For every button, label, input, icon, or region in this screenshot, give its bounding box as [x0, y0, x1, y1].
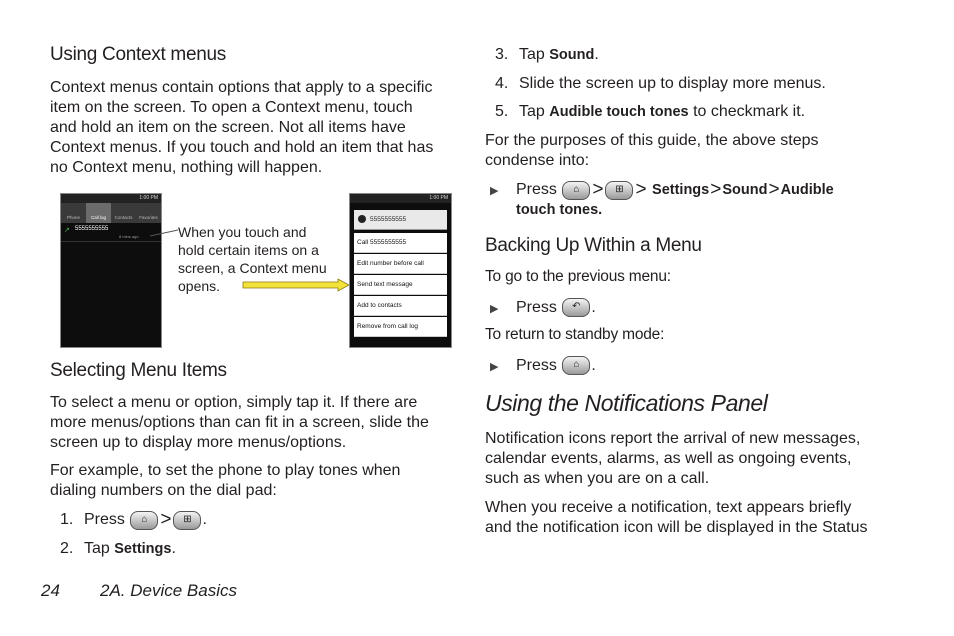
tab-bar — [61, 203, 161, 223]
text-line: Notification icons report the arrival of new messages, — [485, 430, 861, 447]
context-menu-title-text: 5555555555 — [370, 216, 407, 223]
context-menus-heading: Using Context menus — [50, 44, 226, 65]
text-line: For example, to set the phone to play tones when — [50, 462, 401, 479]
standby-text: To return to standby mode: — [485, 326, 665, 343]
section-title: 2A. Device Basics — [100, 581, 237, 600]
text-line: To select a menu or option, simply tap it. If there are — [50, 394, 418, 411]
text-line: When you receive a notification, text appears briefly — [485, 499, 852, 516]
menu-item-call[interactable]: Call 5555555555 — [354, 233, 447, 253]
step-end: . — [171, 540, 176, 557]
path-audible: Audible — [780, 182, 834, 199]
text-line: When you touch and — [178, 224, 307, 240]
phone-screenshot-context-menu — [349, 193, 452, 348]
step-4 — [495, 74, 826, 94]
step-number: 4. — [495, 75, 509, 92]
example-paragraph — [50, 461, 470, 501]
step-number: 2. — [60, 540, 74, 557]
triangle-bullet-icon: ▶ — [490, 303, 499, 315]
menu-icon: ⊞ — [173, 511, 201, 530]
text-line: Context menus contain options that apply to a specific — [50, 79, 433, 96]
step-end: . — [594, 46, 599, 63]
text-line: Context menus. If you touch and hold an item that has — [50, 139, 434, 156]
notifications-paragraph-2 — [485, 498, 905, 538]
chevron-right-icon: > — [635, 179, 647, 200]
step-number: 1. — [60, 511, 74, 529]
step-number: 3. — [495, 46, 509, 63]
page-number: 24 — [41, 581, 60, 600]
step-2 — [60, 539, 176, 559]
step-text: Tap — [519, 46, 545, 63]
backing-up-heading: Backing Up Within a Menu — [485, 235, 702, 256]
menu-item-add-contacts[interactable]: Add to contacts — [354, 296, 447, 316]
step-end: to checkmark it. — [693, 103, 806, 120]
chevron-right-icon: > — [710, 179, 722, 200]
notifications-panel-heading: Using the Notifications Panel — [485, 390, 768, 416]
menu-item-send-text[interactable]: Send text message — [354, 275, 447, 295]
triangle-bullet-icon: ▶ — [490, 361, 499, 373]
step-end: . — [202, 511, 207, 529]
menu-icon: ⊞ — [605, 181, 633, 200]
status-bar — [61, 194, 161, 203]
phone-screenshot-call-log — [60, 193, 162, 348]
callout-arrow-icon — [242, 278, 352, 292]
selecting-paragraph — [50, 393, 470, 453]
step-text: Tap — [84, 540, 110, 557]
chevron-right-icon: > — [592, 179, 604, 200]
bullet-text: Press — [516, 357, 557, 374]
text-line: dialing numbers on the dial pad: — [50, 482, 277, 499]
text-line: calendar events, alarms, as well as ongoing events, — [485, 450, 852, 467]
text-line: item on the screen. To open a Context menu, touch — [50, 99, 413, 116]
text-line: more menus/options than can fit in a screen, slide the — [50, 414, 429, 431]
tab-favorites: Favorites — [139, 215, 158, 220]
context-menus-paragraph — [50, 78, 470, 178]
text-line: hold certain items on a — [178, 242, 319, 258]
notifications-paragraph-1 — [485, 429, 905, 489]
step-3 — [495, 45, 599, 65]
status-bar — [350, 194, 451, 203]
step-bold: Settings — [114, 541, 172, 557]
context-menu-title — [354, 210, 447, 230]
home-icon: ⌂ — [130, 511, 158, 530]
contact-icon — [358, 215, 366, 223]
step-number: 5. — [495, 103, 509, 120]
home-icon: ⌂ — [562, 181, 590, 200]
step-5 — [495, 102, 805, 122]
text-line: condense into: — [485, 152, 590, 169]
selecting-menu-items-heading: Selecting Menu Items — [50, 360, 227, 381]
path-sound: Sound — [722, 182, 768, 199]
triangle-bullet-icon: ▶ — [490, 185, 499, 198]
text-line: and hold an item on the screen. Not all items have — [50, 119, 406, 136]
text-line: no Context menu, nothing will happen. — [50, 159, 323, 176]
bullet-text: Press — [516, 181, 557, 199]
status-time: 1:00 PM — [429, 195, 448, 201]
step-text: Slide the screen up to display more menus. — [519, 75, 826, 92]
back-bullet: ▶ Press ↶ . — [490, 298, 596, 319]
step-text: Tap — [519, 103, 545, 120]
step-text: Press — [84, 511, 125, 529]
incoming-call-icon: ↗ — [64, 227, 70, 234]
text-line: screen up to display more menus/options. — [50, 434, 347, 451]
tab-phone: Phone — [66, 215, 80, 220]
step-1 — [60, 510, 207, 530]
home-bullet: ▶ Press ⌂ . — [490, 356, 596, 377]
menu-item-edit-number[interactable]: Edit number before call — [354, 254, 447, 274]
chevron-right-icon: > — [768, 179, 780, 200]
tab-call-log: Call log — [86, 203, 111, 223]
bullet-text: Press — [516, 299, 557, 316]
condensed-bullet — [490, 180, 834, 201]
chevron-right-icon: > — [160, 509, 172, 530]
text-line: screen, a Context menu — [178, 260, 327, 276]
text-line: and the notification icon will be displayed in the Status — [485, 519, 868, 536]
entry-time: 8 mins ago — [119, 234, 139, 239]
entry-number: 5555555555 — [75, 226, 109, 232]
purposes-paragraph — [485, 131, 905, 171]
condensed-bullet-line2: touch tones. — [516, 202, 603, 218]
step-bold: Audible touch tones — [549, 104, 689, 120]
text-line: such as when you are on a call. — [485, 470, 710, 487]
menu-item-remove-call-log[interactable]: Remove from call log — [354, 317, 447, 337]
text-line: For the purposes of this guide, the above steps — [485, 132, 819, 149]
text-line: opens. — [178, 278, 221, 294]
previous-menu-text: To go to the previous menu: — [485, 268, 671, 285]
home-icon: ⌂ — [562, 356, 590, 375]
step-bold: Sound — [549, 47, 595, 63]
call-log-entry — [61, 223, 161, 242]
path-settings: Settings — [652, 182, 710, 199]
tab-contacts: Contacts — [114, 215, 133, 220]
back-icon: ↶ — [562, 298, 590, 317]
status-time: 1:00 PM — [139, 195, 158, 201]
